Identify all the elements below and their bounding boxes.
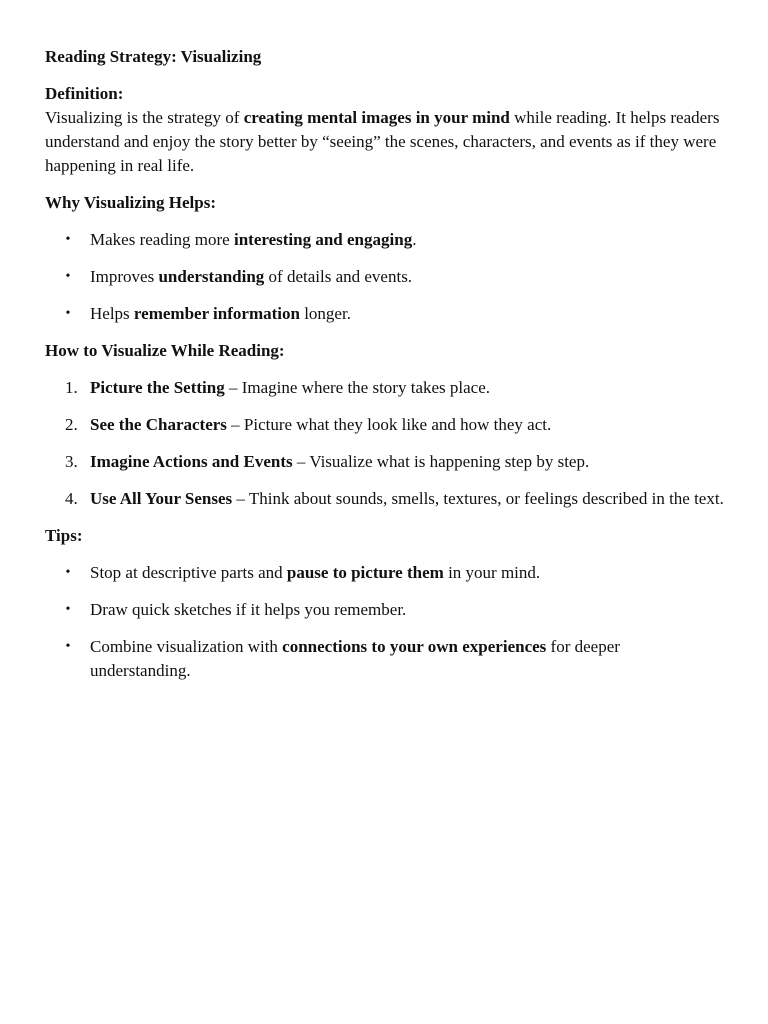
- number-marker: 2.: [65, 415, 78, 434]
- step-description: – Imagine where the story takes place.: [224, 378, 491, 397]
- item-text: longer.: [299, 304, 351, 323]
- bullet-marker: •: [65, 306, 71, 321]
- list-item: [45, 228, 724, 252]
- bullet-marker: •: [65, 602, 71, 617]
- list-item: [45, 376, 724, 400]
- document-title: Reading Strategy: Visualizing: [45, 47, 262, 66]
- item-text: .: [412, 230, 417, 249]
- item-text: Improves: [90, 267, 159, 286]
- item-emphasis: remember information: [133, 304, 300, 323]
- step-title: Imagine Actions and Events: [90, 452, 293, 471]
- tips-list: [45, 561, 724, 683]
- list-item: [45, 265, 724, 289]
- bullet-marker: •: [65, 232, 71, 247]
- item-emphasis: interesting and engaging: [233, 230, 413, 249]
- list-item: [45, 635, 724, 683]
- item-text: for deeper understanding.: [90, 637, 620, 680]
- list-item: [45, 450, 724, 474]
- step-title: Use All Your Senses: [90, 489, 233, 508]
- definition-text-start: Visualizing is the strategy of: [45, 108, 244, 127]
- item-emphasis: connections to your own experiences: [282, 637, 547, 656]
- list-item: [45, 302, 724, 326]
- how-list: [45, 376, 724, 511]
- why-list: [45, 228, 724, 326]
- number-marker: 1.: [65, 378, 78, 397]
- step-description: – Visualize what is happening step by step.: [292, 452, 590, 471]
- item-emphasis: pause to picture them: [286, 563, 444, 582]
- how-heading: How to Visualize While Reading:: [45, 341, 285, 360]
- item-text: Helps: [90, 304, 134, 323]
- list-item: [45, 413, 724, 437]
- number-marker: 3.: [65, 452, 78, 471]
- definition-text-end: while reading. It helps readers understand and enjoy the story better by “seeing” the scenes, characters, and events as if they were happening in real life.: [45, 108, 720, 175]
- item-text: Combine visualization with: [90, 637, 283, 656]
- list-item: [45, 561, 724, 585]
- definition-heading: Definition:: [45, 84, 124, 103]
- bullet-marker: •: [65, 639, 71, 654]
- item-text: Draw quick sketches if it helps you remember.: [90, 600, 407, 619]
- definition-section: [45, 82, 724, 178]
- definition-paragraph: [45, 106, 724, 178]
- step-title: Picture the Setting: [90, 378, 225, 397]
- why-heading: Why Visualizing Helps:: [45, 193, 216, 212]
- list-item: [45, 598, 724, 622]
- step-description: – Picture what they look like and how they act.: [226, 415, 552, 434]
- number-marker: 4.: [65, 489, 78, 508]
- item-text: in your mind.: [443, 563, 541, 582]
- list-item: [45, 487, 724, 511]
- item-text: Makes reading more: [90, 230, 234, 249]
- definition-emphasis: creating mental images in your mind: [243, 108, 510, 127]
- bullet-marker: •: [65, 565, 71, 580]
- item-text: of details and events.: [264, 267, 413, 286]
- item-emphasis: understanding: [158, 267, 265, 286]
- step-title: See the Characters: [90, 415, 227, 434]
- bullet-marker: •: [65, 269, 71, 284]
- tips-heading: Tips:: [45, 526, 83, 545]
- step-description: – Think about sounds, smells, textures, or feelings described in the text.: [232, 489, 724, 508]
- item-text: Stop at descriptive parts and: [90, 563, 287, 582]
